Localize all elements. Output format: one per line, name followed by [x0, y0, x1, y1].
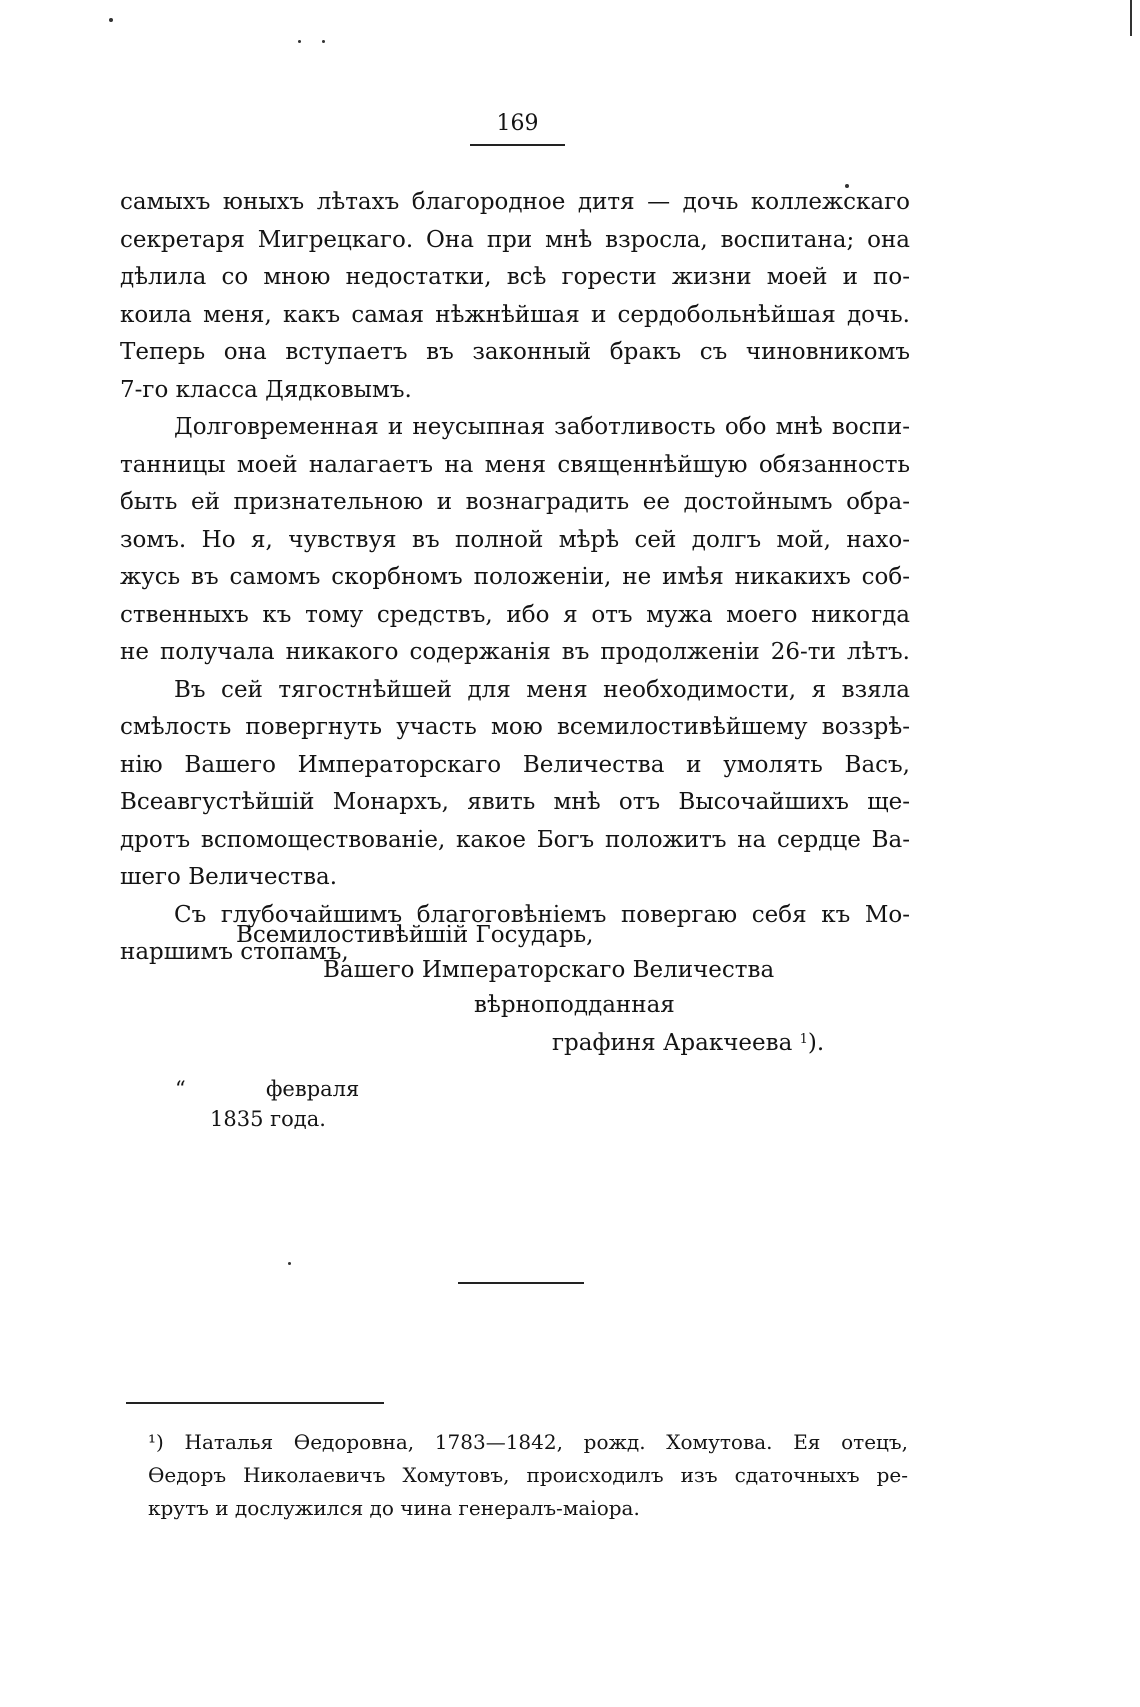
- scan-speck: [845, 184, 849, 188]
- text-line: 7-го класса Дядковымъ.: [120, 376, 412, 403]
- text-line: быть ей признательною и вознаградить ее достойнымъ обра-: [120, 489, 910, 515]
- page-number: 169: [496, 111, 539, 136]
- text-line: наршимъ стопамъ,: [120, 939, 349, 965]
- page-number-underline: [470, 144, 565, 146]
- closing-title: Вашего Императорскаго Величества: [323, 957, 775, 983]
- text-line: шего Величества.: [120, 864, 338, 890]
- scan-speck: [288, 1262, 291, 1265]
- footnote: [148, 1426, 908, 1525]
- signature-end: ).: [807, 1030, 825, 1056]
- footnote-marker: ¹): [148, 1430, 164, 1454]
- footnote-line: ¹) Наталья Ѳедоровна, 1783—1842, рожд. Хомутова. Ея отецъ,: [148, 1430, 908, 1454]
- footnote-line: крутъ и дослужился до чина генералъ-маіора.: [148, 1496, 640, 1520]
- date-year: 1835 года.: [210, 1107, 326, 1131]
- text-line: Всеавгустѣйшій Монархъ, явить мнѣ отъ Высочайшихъ ще-: [120, 789, 910, 815]
- text-line: Съ глубочайшимъ благоговѣніемъ повергаю себя къ Мо-: [174, 901, 910, 928]
- letter-body: [120, 184, 910, 972]
- date-mark: “: [175, 1077, 186, 1101]
- closing-salutation: Всемилостивѣйшій Государь,: [236, 922, 594, 948]
- text-line: Теперь она вступаетъ въ законный бракъ съ чиновникомъ: [120, 339, 910, 365]
- text-line: секретаря Мигрецкаго. Она при мнѣ взросла, воспитана; она: [120, 226, 910, 253]
- date-month: февраля: [266, 1077, 360, 1101]
- section-separator: [458, 1282, 584, 1284]
- text-line: Долговременная и неусыпная заботливость обо мнѣ воспи-: [174, 414, 910, 440]
- scan-edge: [1130, 0, 1132, 36]
- text-line: самыхъ юныхъ лѣтахъ благородное дитя — дочь коллежскаго: [120, 189, 910, 215]
- closing-subject: вѣрноподданная: [474, 992, 675, 1018]
- text-line: жусь въ самомъ скорбномъ положеніи, не имѣя никакихъ соб-: [120, 564, 910, 590]
- text-line: дѣлила со мною недостатки, всѣ горести жизни моей и по-: [120, 264, 910, 290]
- footnote-rule: [126, 1402, 384, 1404]
- text-line: ственныхъ къ тому средствъ, ибо я отъ мужа моего никогда: [120, 601, 910, 628]
- signature-name: [552, 1028, 824, 1058]
- text-line: коила меня, какъ самая нѣжнѣйшая и сердобольнѣйшая дочь.: [120, 301, 910, 328]
- scan-speck: [109, 18, 113, 22]
- text-line: нію Вашего Императорскаго Величества и умолять Васъ,: [120, 751, 910, 778]
- footnote-line: Ѳедоръ Николаевичъ Хомутовъ, происходилъ изъ сдаточныхъ ре-: [148, 1463, 908, 1487]
- text-line: не получала никакого содержанія въ продолженіи 26-ти лѣтъ.: [120, 639, 910, 665]
- text-line: дротъ вспомоществованіе, какое Богъ положитъ на сердце Ва-: [120, 826, 910, 853]
- scan-speck: [322, 40, 325, 43]
- scan-speck: [298, 40, 301, 43]
- text-line: танницы моей налагаетъ на меня священнѣйшую обязанность: [120, 451, 910, 478]
- signature-text: графиня Аракчеева: [552, 1030, 793, 1056]
- text-line: Въ сей тягостнѣйшей для меня необходимости, я взяла: [174, 676, 910, 703]
- text-line: зомъ. Но я, чувствуя въ полной мѣрѣ сей долгъ мой, нахо-: [120, 526, 910, 553]
- footnote-reference: 1: [799, 1032, 808, 1047]
- text-line: смѣлость повергнуть участь мою всемилостивѣйшему воззрѣ-: [120, 714, 910, 740]
